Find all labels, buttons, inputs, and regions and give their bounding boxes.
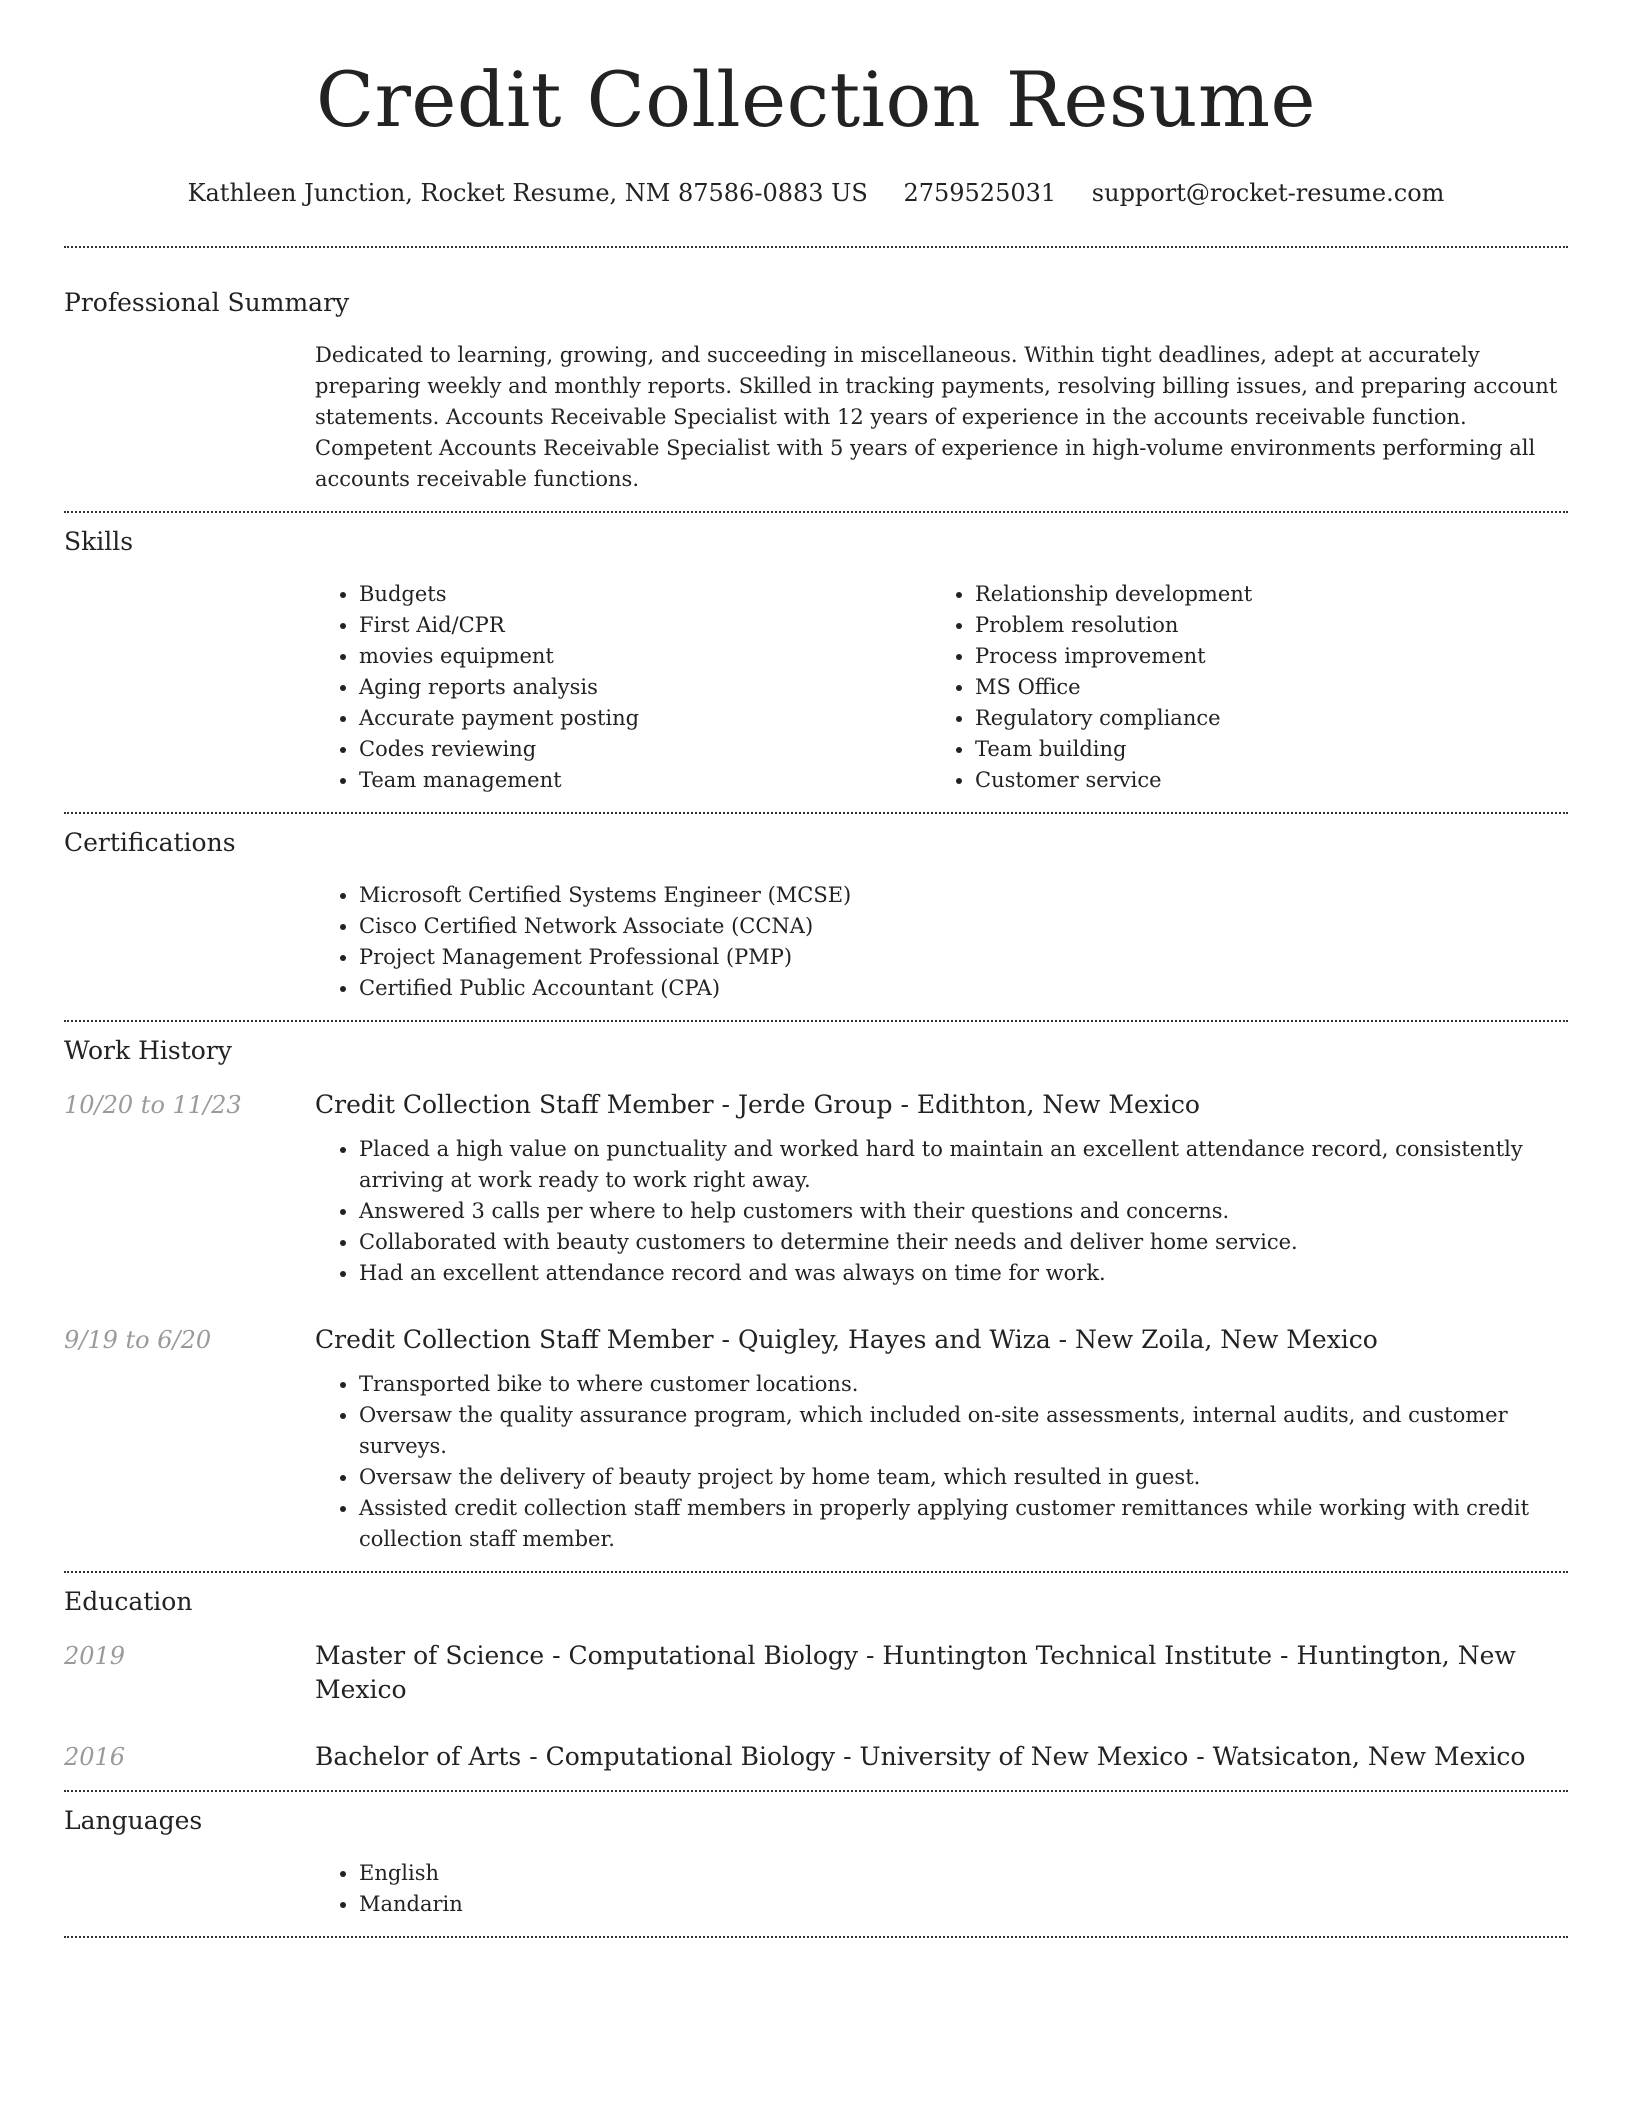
list-item: • Oversaw the quality assurance program, which included on-site assessments, internal audits, and customer surveys. (359, 1400, 1568, 1462)
list-item: • Codes reviewing (359, 734, 931, 765)
list-item: • Regulatory compliance (975, 703, 1547, 734)
list-item: • Transported bike to where customer locations. (359, 1369, 1568, 1400)
list-item: • First Aid/CPR (359, 610, 931, 641)
education-year: 2016 (64, 1743, 126, 1771)
education-year: 2019 (64, 1642, 126, 1670)
list-item: • Oversaw the delivery of beauty project by home team, which resulted in guest. (359, 1462, 1568, 1493)
list-item: • Budgets (359, 579, 931, 610)
resume-title: Credit Collection Resume (315, 55, 1317, 144)
list-item: • Relationship development (975, 579, 1547, 610)
list-item: • Collaborated with beauty customers to determine their needs and deliver home service. (359, 1227, 1568, 1258)
list-item: • Accurate payment posting (359, 703, 931, 734)
job-entry (64, 1088, 1568, 1289)
list-item: • Project Management Professional (PMP) (359, 942, 1568, 973)
contact-line (64, 176, 1568, 210)
work-history-section (64, 1022, 1568, 1555)
section-heading: Work History (64, 1036, 232, 1065)
languages-list (315, 1858, 1568, 1920)
list-item: • Had an excellent attendance record and was always on time for work. (359, 1258, 1568, 1289)
list-item: • Team building (975, 734, 1547, 765)
list-item: • movies equipment (359, 641, 931, 672)
skills-list-right (931, 579, 1547, 796)
list-item: • Customer service (975, 765, 1547, 796)
section-heading: Skills (64, 527, 134, 556)
list-item: • Aging reports analysis (359, 672, 931, 703)
list-item: • Team management (359, 765, 931, 796)
skills-section (64, 513, 1568, 796)
summary-text: Dedicated to learning, growing, and succeeding in miscellaneous. Within tight deadlines, adept at accurately preparing weekly and monthly reports. Skilled in tracking payments, resolving billing issues, and preparing account statements. Accounts Receivable Specialist with 12 years of experience in the accounts receivable function. Competent Accounts Receivable Specialist with 5 years of experience in high-volume environments performing all accounts receivable functions. (315, 343, 1558, 491)
section-heading: Languages (64, 1806, 203, 1835)
list-item: • English (359, 1858, 1568, 1889)
education-section (64, 1573, 1568, 1774)
job-dates: 10/20 to 11/23 (64, 1091, 242, 1119)
education-entry (64, 1740, 1568, 1774)
job-bullets (315, 1369, 1568, 1555)
job-title: Credit Collection Staff Member - Quigley, Hayes and Wiza - New Zoila, New Mexico (315, 1325, 1378, 1354)
education-entry (64, 1639, 1568, 1707)
summary-section (64, 248, 1568, 495)
job-title: Credit Collection Staff Member - Jerde Group - Edithton, New Mexico (315, 1090, 1200, 1119)
divider (64, 1936, 1568, 1938)
section-heading: Education (64, 1587, 193, 1616)
list-item: • Placed a high value on punctuality and worked hard to maintain an excellent attendance record, consistently arriving at work ready to work right away. (359, 1134, 1568, 1196)
job-dates: 9/19 to 6/20 (64, 1326, 212, 1354)
list-item: • Process improvement (975, 641, 1547, 672)
list-item: • Mandarin (359, 1889, 1568, 1920)
list-item: • Cisco Certified Network Associate (CCNA) (359, 911, 1568, 942)
contact-email: support@rocket-resume.com (1091, 179, 1445, 207)
certifications-list (315, 880, 1568, 1004)
contact-address: Kathleen Junction, Rocket Resume, NM 87586-0883 US (187, 179, 868, 207)
list-item: • Microsoft Certified Systems Engineer (MCSE) (359, 880, 1568, 911)
skills-list-left (315, 579, 931, 796)
education-degree: Master of Science - Computational Biology - Huntington Technical Institute - Huntington, New Mexico (315, 1641, 1516, 1704)
list-item: • Answered 3 calls per where to help customers with their questions and concerns. (359, 1196, 1568, 1227)
section-heading: Certifications (64, 828, 236, 857)
list-item: • MS Office (975, 672, 1547, 703)
contact-phone: 2759525031 (903, 179, 1057, 207)
job-entry (64, 1323, 1568, 1555)
certifications-section (64, 814, 1568, 1004)
list-item: • Certified Public Accountant (CPA) (359, 973, 1568, 1004)
section-heading: Professional Summary (64, 288, 350, 317)
education-degree: Bachelor of Arts - Computational Biology - University of New Mexico - Watsicaton, New Mexico (315, 1742, 1526, 1771)
languages-section (64, 1792, 1568, 1920)
list-item: • Problem resolution (975, 610, 1547, 641)
job-bullets (315, 1134, 1568, 1289)
list-item: • Assisted credit collection staff members in properly applying customer remittances while working with credit collection staff member. (359, 1493, 1568, 1555)
